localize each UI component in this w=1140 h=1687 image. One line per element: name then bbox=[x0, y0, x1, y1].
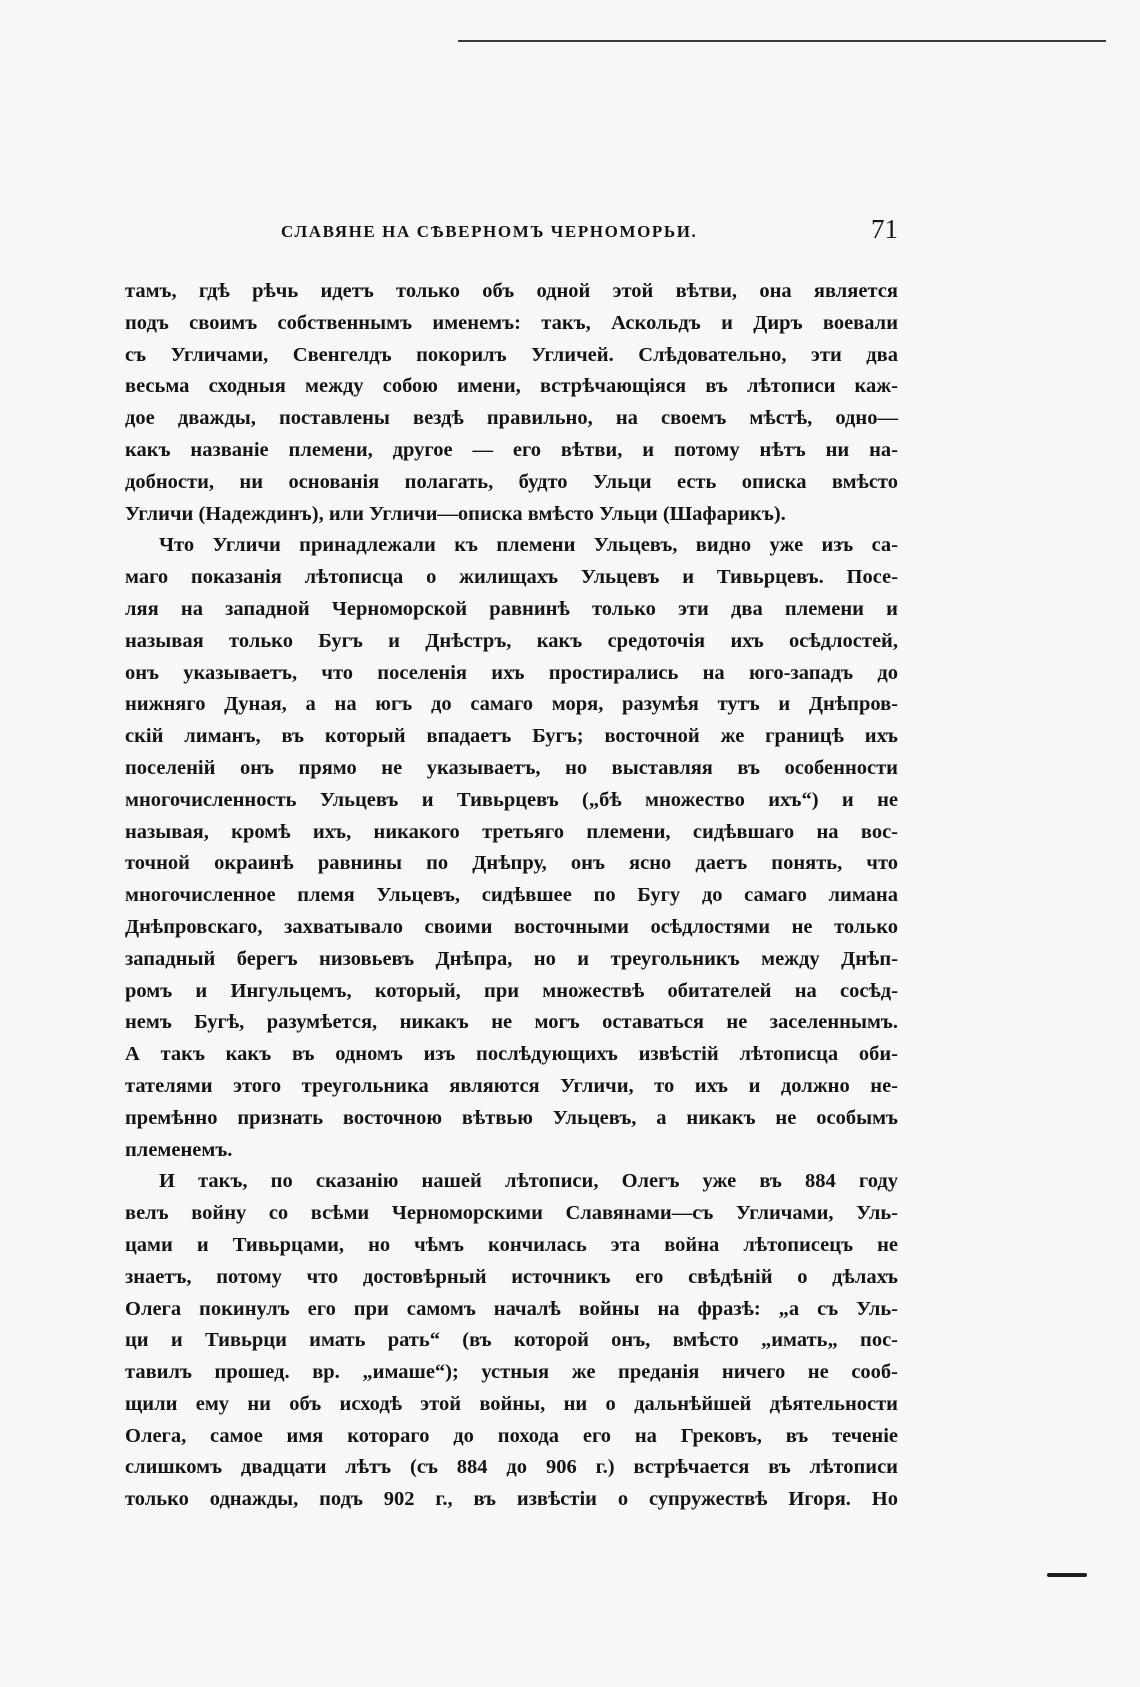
page-header bbox=[281, 214, 898, 250]
text-line: маго показанія лѣтописца о жилищахъ Ульцевъ и Тивьрцевъ. Посе- bbox=[125, 566, 898, 589]
text-line: точной окраинѣ равнины по Днѣпру, онъ ясно даетъ понять, что bbox=[125, 852, 898, 875]
margin-dash bbox=[1047, 1573, 1087, 1577]
text-line: Днѣпровскаго, захватывало своими восточными осѣдлостями не только bbox=[125, 915, 898, 938]
text-line: А такъ какъ въ одномъ изъ послѣдующихъ извѣстій лѣтописца оби- bbox=[125, 1043, 898, 1066]
page-number: 71 bbox=[871, 214, 898, 244]
text-line: многочисленное племя Ульцевъ, сидѣвшее по Бугу до самаго лимана bbox=[125, 884, 898, 907]
text-line: ляя на западной Черноморской равнинѣ только эти два племени и bbox=[125, 597, 898, 620]
text-line: цами и Тивьрцами, но чѣмъ кончилась эта война лѣтописецъ не bbox=[125, 1233, 898, 1256]
text-line: тавилъ прошед. вр. „имаше“); устныя же преданія ничего не сооб- bbox=[125, 1361, 898, 1384]
text-line: дое дважды, поставлены вездѣ правильно, на своемъ мѣстѣ, одно— bbox=[125, 407, 898, 430]
text-line: называя только Бугъ и Днѣстръ, какъ средоточія ихъ осѣдлостей, bbox=[125, 629, 898, 652]
text-line: скій лиманъ, въ который впадаетъ Бугъ; восточной же границѣ ихъ bbox=[125, 725, 898, 748]
text-line: подъ своимъ собственнымъ именемъ: такъ, Аскольдъ и Диръ воевали bbox=[125, 311, 898, 334]
text-line: только однажды, подъ 902 г., въ извѣстіи о супружествѣ Игоря. Но bbox=[125, 1488, 898, 1511]
text-line: называя, кромѣ ихъ, никакого третьяго племени, сидѣвшаго на вос- bbox=[125, 820, 898, 843]
paragraph-first-line: И такъ, по сказанію нашей лѣтописи, Олегъ уже въ 884 году bbox=[159, 1170, 898, 1193]
text-line: весьма сходныя между собою имени, встрѣчающіяся въ лѣтописи каж- bbox=[125, 375, 898, 398]
text-line: слишкомъ двадцати лѣтъ (съ 884 до 906 г.) встрѣчается въ лѣтописи bbox=[125, 1456, 898, 1479]
text-line: ци и Тивьрци имать рать“ (въ которой онъ, вмѣсто „имать„ пос- bbox=[125, 1329, 898, 1352]
text-line: ромъ и Ингульцемъ, который, при множествѣ обитателей на сосѣд- bbox=[125, 979, 898, 1002]
paragraph-last-line: племенемъ. bbox=[125, 1138, 233, 1161]
text-line: Олега, самое имя котораго до похода его на Грековъ, въ теченіе bbox=[125, 1424, 898, 1447]
text-line: велъ войну со всѣми Черноморскими Славянами—съ Угличами, Уль- bbox=[125, 1202, 898, 1225]
text-line: премѣнно признать восточною вѣтвью Ульцевъ, а никакъ не особымъ bbox=[125, 1106, 898, 1129]
text-line: немъ Бугѣ, разумѣется, никакъ не могъ оставаться не заселеннымъ. bbox=[125, 1011, 898, 1034]
text-line: западный берегъ низовьевъ Днѣпра, но и треугольникъ между Днѣп- bbox=[125, 947, 898, 970]
text-line: поселеній онъ прямо не указываетъ, но выставляя въ особенности bbox=[125, 756, 898, 779]
running-head: СЛАВЯНЕ НА СѢВЕРНОМЪ ЧЕРНОМОРЬИ. bbox=[281, 222, 698, 241]
top-rule bbox=[458, 40, 1106, 42]
text-line: какъ названіе племени, другое — его вѣтви, и потому нѣтъ ни на- bbox=[125, 438, 898, 461]
paragraph-last-line: Угличи (Надеждинъ), или Угличи—описка вмѣсто Ульци (Шафарикъ). bbox=[125, 502, 786, 525]
text-line: съ Угличами, Свенгелдъ покорилъ Угличей. Слѣдовательно, эти два bbox=[125, 343, 898, 366]
text-line: тателями этого треугольника являются Угличи, то ихъ и должно не- bbox=[125, 1074, 898, 1097]
text-line: знаетъ, потому что достовѣрный источникъ его свѣдѣній о дѣлахъ bbox=[125, 1265, 898, 1288]
text-line: добности, ни основанія полагать, будто Ульци есть описка вмѣсто bbox=[125, 470, 898, 493]
paragraph-first-line: Что Угличи принадлежали къ племени Ульцевъ, видно уже изъ са- bbox=[159, 534, 898, 557]
text-line: нижняго Дуная, а на югъ до самаго моря, разумѣя тутъ и Днѣпров- bbox=[125, 693, 898, 716]
body-text bbox=[125, 276, 898, 1516]
text-line: Олега покинулъ его при самомъ началѣ войны на фразѣ: „а съ Уль- bbox=[125, 1297, 898, 1320]
text-line: многочисленность Ульцевъ и Тивьрцевъ („бѣ множество ихъ“) и не bbox=[125, 788, 898, 811]
text-line: онъ указываетъ, что поселенія ихъ простирались на юго-западъ до bbox=[125, 661, 898, 684]
text-line: тамъ, гдѣ рѣчь идетъ только объ одной этой вѣтви, она является bbox=[125, 280, 898, 302]
text-line: щили ему ни объ исходѣ этой войны, ни о дальнѣйшей дѣятельности bbox=[125, 1392, 898, 1415]
